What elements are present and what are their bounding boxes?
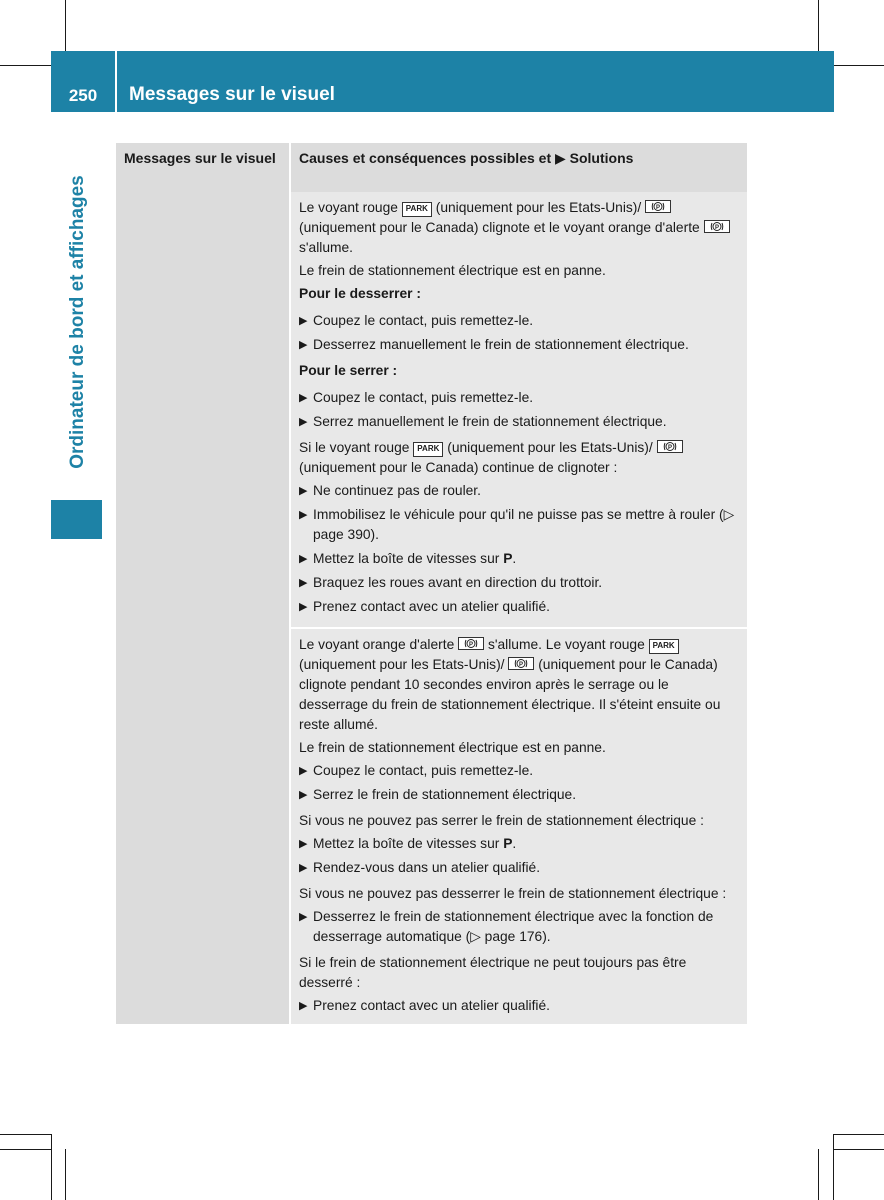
solutions-column bbox=[289, 192, 747, 1024]
fault-text: Le frein de stationnement électrique est en panne. bbox=[299, 263, 606, 278]
bullet-arrow-icon: ▶ bbox=[299, 485, 308, 497]
svg-text:P: P bbox=[667, 445, 672, 451]
circled-p-brake-icon bbox=[704, 220, 730, 233]
park-indicator-icon: PARK bbox=[649, 639, 679, 654]
bullet-arrow-icon: ▶ bbox=[299, 339, 308, 351]
page-number: 250 bbox=[68, 86, 98, 105]
bullet-arrow-icon: ▶ bbox=[299, 789, 308, 801]
text: (uniquement pour le Canada) clignote et le voyant orange d'alerte bbox=[299, 220, 700, 235]
bullet-arrow-icon: ▶ bbox=[299, 862, 308, 874]
crop-mark bbox=[818, 1149, 819, 1200]
circled-p-brake-icon bbox=[645, 200, 671, 213]
apply-heading: Pour le serrer : bbox=[299, 363, 398, 378]
svg-text:P: P bbox=[714, 225, 719, 231]
crop-mark bbox=[65, 0, 66, 51]
column-header-causes: Causes et conséquences possibles et ▶ Solutions bbox=[289, 143, 747, 192]
paragraph: Si le frein de stationnement électrique ne peut toujours pas être desserré : bbox=[299, 955, 687, 990]
message-column-empty bbox=[116, 192, 289, 1024]
text: s'allume. Le voyant rouge bbox=[487, 637, 645, 652]
list-item bbox=[299, 597, 741, 617]
list-item bbox=[299, 311, 741, 331]
list-item bbox=[299, 761, 741, 781]
table-header-row bbox=[116, 143, 747, 192]
crop-mark bbox=[0, 1149, 51, 1150]
bullet-arrow-icon: ▶ bbox=[299, 765, 308, 777]
text: Le voyant orange d'alerte bbox=[299, 637, 455, 652]
text: (uniquement pour les Etats-Unis)/ bbox=[299, 657, 505, 672]
step-text: Rendez-vous dans un atelier qualifié. bbox=[313, 860, 541, 875]
crop-mark bbox=[834, 1134, 884, 1135]
bullet-arrow-icon: ▶ bbox=[299, 838, 308, 850]
list-item bbox=[299, 573, 741, 593]
list-item bbox=[299, 834, 741, 854]
page-title: Messages sur le visuel bbox=[129, 84, 335, 105]
step-text: Desserrez manuellement le frein de stationnement électrique. bbox=[313, 337, 689, 352]
table-cell-case-1 bbox=[291, 192, 747, 627]
bullet-arrow-icon: ▶ bbox=[299, 416, 308, 428]
list-item bbox=[299, 335, 741, 355]
step-text: Prenez contact avec un atelier qualifié. bbox=[313, 599, 550, 614]
bullet-arrow-icon: ▶ bbox=[299, 509, 308, 521]
list-item bbox=[299, 388, 741, 408]
crop-mark bbox=[65, 1149, 66, 1200]
step-text: Ne continuez pas de rouler. bbox=[313, 483, 481, 498]
bullet-arrow-icon: ▶ bbox=[299, 553, 308, 565]
crop-mark bbox=[818, 0, 819, 51]
text: (uniquement pour le Canada) continue de clignoter : bbox=[299, 460, 618, 475]
crop-mark bbox=[0, 1134, 51, 1135]
list-item bbox=[299, 996, 741, 1016]
list-item bbox=[299, 412, 741, 432]
column-header-messages: Messages sur le visuel bbox=[124, 150, 276, 166]
circled-p-brake-icon bbox=[508, 657, 534, 670]
svg-text:P: P bbox=[519, 662, 524, 668]
bullet-arrow-icon: ▶ bbox=[299, 601, 308, 613]
text: . bbox=[512, 836, 517, 851]
list-item bbox=[299, 549, 741, 569]
bullet-arrow-icon: ▶ bbox=[299, 392, 308, 404]
paragraph bbox=[299, 198, 741, 258]
paragraph bbox=[299, 438, 741, 478]
step-text: Immobilisez le véhicule pour qu'il ne puisse pas se mettre à rouler (▷ page 390). bbox=[313, 507, 735, 542]
step-text: Coupez le contact, puis remettez-le. bbox=[313, 313, 534, 328]
table-body bbox=[116, 192, 747, 1024]
text: s'allume. bbox=[299, 240, 354, 255]
bullet-arrow-icon: ▶ bbox=[299, 577, 308, 589]
gear-p-label: P bbox=[503, 836, 513, 851]
paragraph: Si vous ne pouvez pas desserrer le frein de stationnement électrique : bbox=[299, 886, 727, 901]
section-side-title: Ordinateur de bord et affichages bbox=[67, 175, 88, 469]
header-divider bbox=[115, 51, 117, 112]
list-item bbox=[299, 858, 741, 878]
bullet-arrow-icon: ▶ bbox=[299, 1000, 308, 1012]
step-text: Prenez contact avec un atelier qualifié. bbox=[313, 998, 550, 1013]
text: (uniquement pour le Canada) clignote pendant 10 secondes environ après le serrage ou le desserrage du frein de stationnement électrique. Il s'éteint ensuite ou reste allumé. bbox=[299, 657, 721, 732]
step-text: Desserrez le frein de stationnement électrique avec la fonction de desserrage automatique (▷ page 176). bbox=[313, 909, 714, 944]
bullet-arrow-icon: ▶ bbox=[299, 911, 308, 923]
step-text: Braquez les roues avant en direction du trottoir. bbox=[313, 575, 603, 590]
list-item bbox=[299, 481, 741, 501]
crop-mark bbox=[0, 65, 51, 66]
crop-mark bbox=[833, 1134, 834, 1200]
paragraph: Si vous ne pouvez pas serrer le frein de stationnement électrique : bbox=[299, 813, 704, 828]
list-item bbox=[299, 785, 741, 805]
release-heading: Pour le desserrer : bbox=[299, 286, 421, 301]
section-tab-marker bbox=[51, 500, 102, 539]
step-text: Mettez la boîte de vitesses sur bbox=[313, 551, 500, 566]
crop-mark bbox=[834, 1149, 884, 1150]
text: . bbox=[512, 551, 517, 566]
messages-table bbox=[116, 143, 747, 1024]
park-indicator-icon: PARK bbox=[413, 442, 443, 457]
circled-p-brake-icon bbox=[458, 637, 484, 650]
text: (uniquement pour les Etats-Unis)/ bbox=[435, 200, 642, 215]
step-text: Serrez manuellement le frein de stationnement électrique. bbox=[313, 414, 667, 429]
list-item bbox=[299, 505, 741, 545]
text: Le voyant rouge bbox=[299, 200, 398, 215]
step-text: Mettez la boîte de vitesses sur bbox=[313, 836, 500, 851]
table-cell-case-2 bbox=[291, 627, 747, 1024]
text: Si le voyant rouge bbox=[299, 440, 410, 455]
svg-text:P: P bbox=[469, 642, 474, 648]
crop-mark bbox=[51, 1134, 52, 1200]
list-item bbox=[299, 907, 741, 947]
park-indicator-icon: PARK bbox=[402, 202, 432, 217]
crop-mark bbox=[834, 65, 884, 66]
svg-text:P: P bbox=[656, 205, 661, 211]
text: (uniquement pour les Etats-Unis)/ bbox=[447, 440, 653, 455]
fault-text: Le frein de stationnement électrique est en panne. bbox=[299, 740, 606, 755]
circled-p-brake-icon bbox=[657, 440, 683, 453]
gear-p-label: P bbox=[503, 551, 513, 566]
step-text: Coupez le contact, puis remettez-le. bbox=[313, 763, 534, 778]
paragraph bbox=[299, 635, 741, 735]
step-text: Coupez le contact, puis remettez-le. bbox=[313, 390, 534, 405]
step-text: Serrez le frein de stationnement électrique. bbox=[313, 787, 577, 802]
bullet-arrow-icon: ▶ bbox=[299, 315, 308, 327]
